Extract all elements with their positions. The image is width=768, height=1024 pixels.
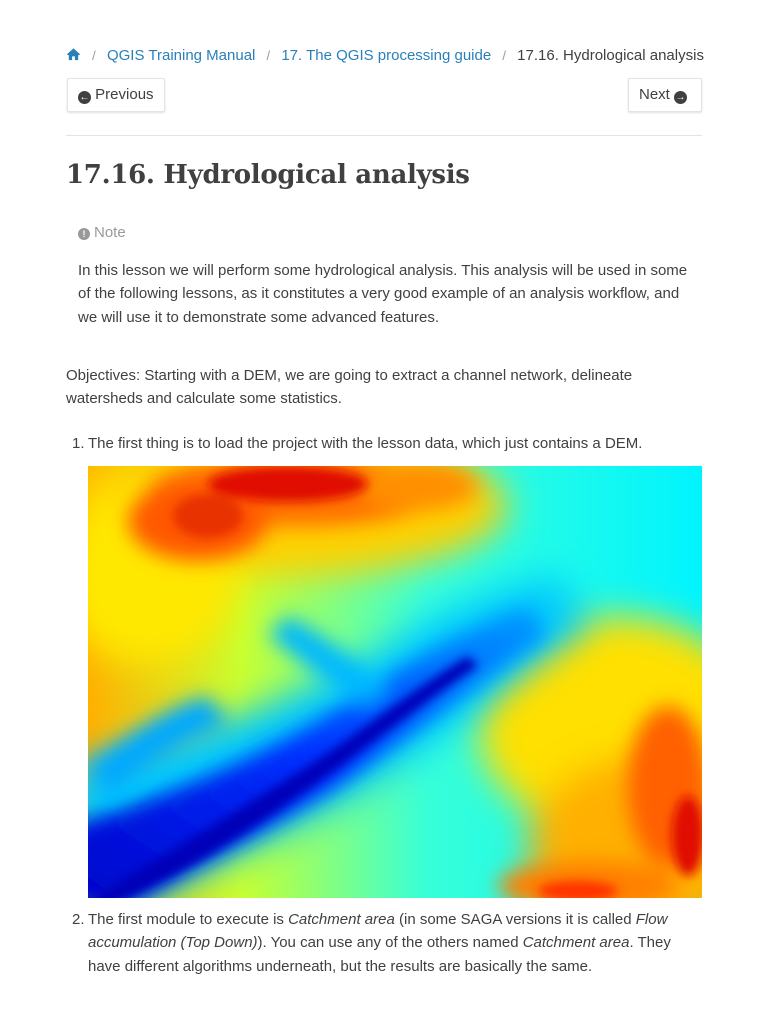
list-item-number: 1. (72, 435, 85, 452)
list-item (66, 908, 702, 988)
home-icon (66, 47, 81, 61)
next-button[interactable] (628, 78, 702, 112)
emphasis-catchment-area: Catchment area (522, 934, 630, 952)
arrow-circle-left-icon: ← (79, 92, 90, 103)
breadcrumb (66, 46, 702, 66)
home-link[interactable] (66, 47, 85, 64)
text-run: The first module to execute is (88, 911, 289, 928)
breadcrumb-separator: / (266, 48, 271, 63)
breadcrumb-separator: / (502, 48, 506, 63)
page-title: 17.16. Hydrological analysis (66, 160, 470, 190)
arrow-circle-right-icon: → (675, 92, 686, 103)
list-item-number: 2. (72, 911, 85, 928)
list-item-text: The first thing is to load the project with the lesson data, which just contains a DEM. (88, 435, 643, 452)
note-title: Note (94, 224, 126, 241)
text-run: . They have different algorithms underneath, but the results are basically the same. (88, 934, 671, 975)
emphasis-catchment-area: Catchment area (288, 911, 395, 928)
text-run: ). You can use any of the others named (257, 934, 523, 952)
header-divider (66, 135, 702, 136)
note-heading (78, 223, 126, 243)
emphasis-flow-accumulation: Flow accumulation (Top Down) (88, 911, 668, 952)
list-item (66, 432, 702, 456)
dem-raster (88, 466, 702, 898)
note-body: In this lesson we will perform some hydrological analysis. This analysis will be used in some of the following lessons, as it constitutes a very good example of an analysis workflow, and we will use it to demonstrate some advanced features. (78, 262, 688, 326)
objectives-paragraph: Objectives: Starting with a DEM, we are going to extract a channel network, delineate watersheds and calculate some statistics. (66, 367, 633, 408)
list-item-text (88, 908, 702, 978)
breadcrumb-current: 17.16. Hydrological analysis (517, 47, 704, 64)
text-run: (in some SAGA versions it is called (394, 911, 636, 928)
breadcrumb-separator: / (92, 48, 96, 63)
previous-label: Previous (95, 86, 154, 103)
previous-button[interactable] (67, 78, 165, 112)
next-label: Next (639, 86, 670, 103)
breadcrumb-link-processing-guide[interactable]: 17. The QGIS processing guide (281, 47, 492, 64)
dem-image (88, 466, 702, 898)
breadcrumb-link-manual[interactable]: QGIS Training Manual (106, 47, 256, 64)
exclamation-circle-icon: ! (78, 228, 90, 240)
